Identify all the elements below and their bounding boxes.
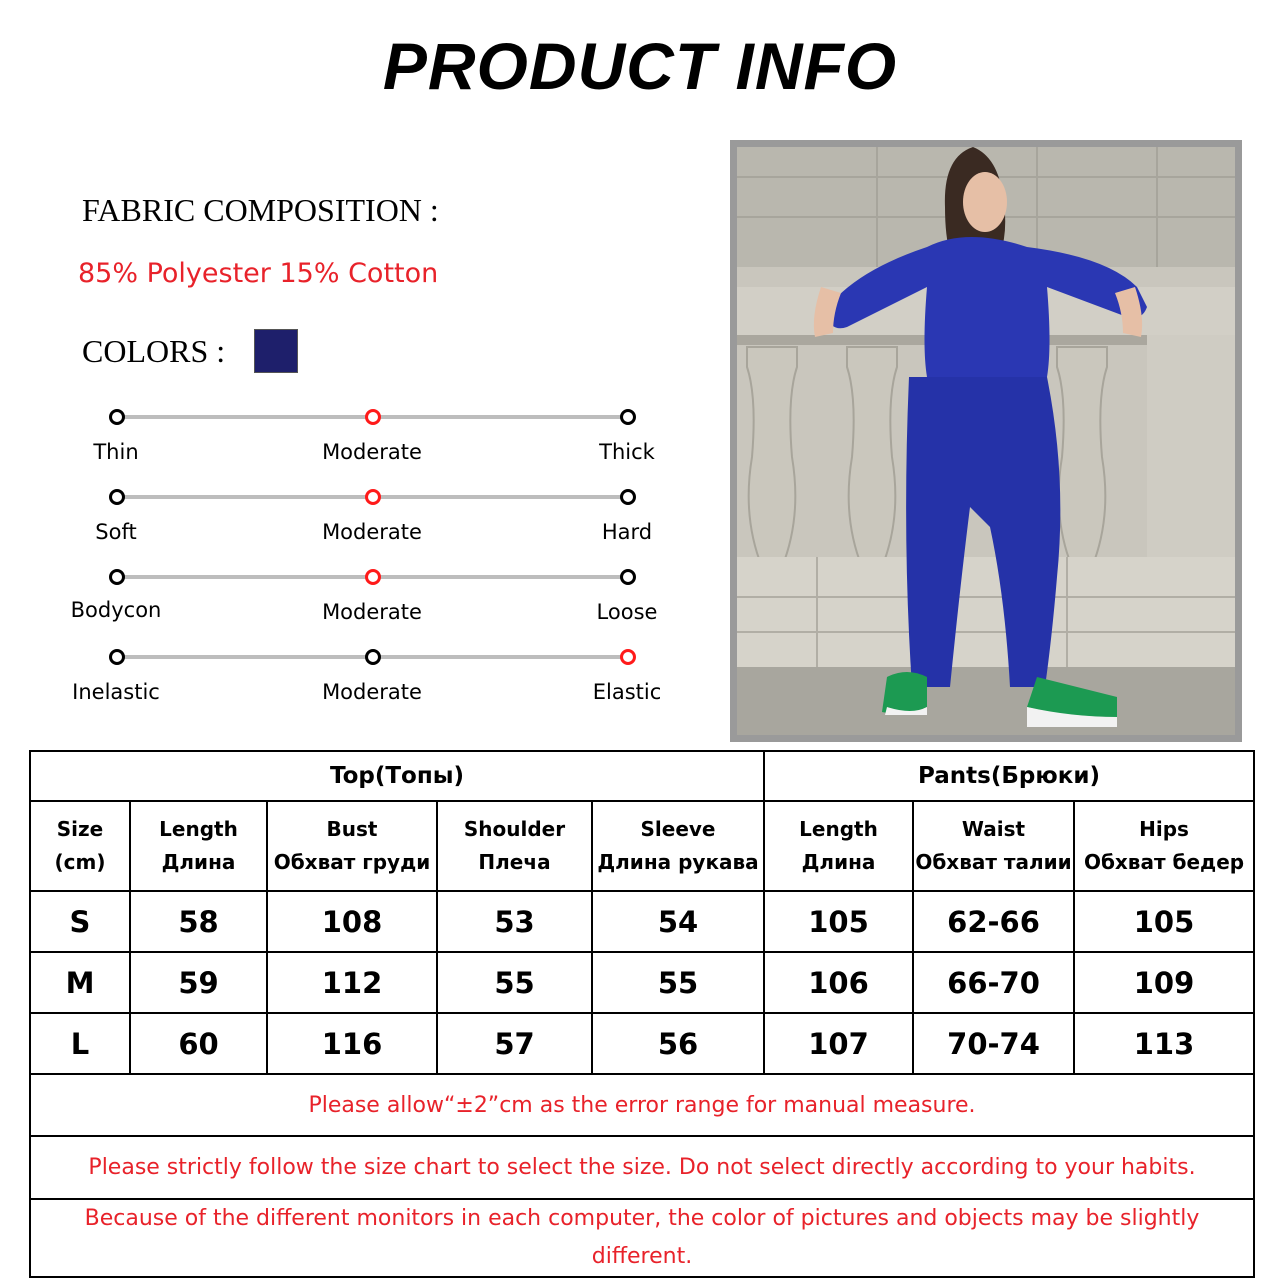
column-header-ru: Обхват бедер xyxy=(1083,850,1245,874)
note-row xyxy=(30,1136,1254,1199)
column-header-en: Waist xyxy=(961,817,1026,841)
scale-dot-right xyxy=(620,489,636,505)
table-cell: 53 xyxy=(437,891,592,952)
scale-dot-left xyxy=(109,409,125,425)
fabric-composition-label: FABRIC COMPOSITION : xyxy=(82,192,439,228)
scale-dot-left xyxy=(109,489,125,505)
column-header-waist xyxy=(913,801,1074,891)
table-cell: 56 xyxy=(592,1013,764,1074)
scale-dot-right xyxy=(620,409,636,425)
scale-label-left: Inelastic xyxy=(72,680,160,704)
note-follow-size-chart: Please strictly follow the size chart to select the size. Do not select directly according to your habits. xyxy=(30,1136,1254,1199)
thickness-scale xyxy=(60,418,690,488)
fabric-composition-value: 85% Polyester 15% Cotton xyxy=(78,258,439,289)
table-cell: 55 xyxy=(437,952,592,1013)
table-row-s xyxy=(30,891,1254,952)
elasticity-scale xyxy=(60,658,690,728)
table-cell: L xyxy=(30,1013,130,1074)
column-header-pants-length xyxy=(764,801,913,891)
column-header-en: Bust xyxy=(326,817,378,841)
table-cell: 107 xyxy=(764,1013,913,1074)
column-header-en: Hips xyxy=(1139,817,1189,841)
table-cell: 116 xyxy=(267,1013,437,1074)
scale-dot-right xyxy=(620,649,636,665)
table-cell: 54 xyxy=(592,891,764,952)
column-header-shoulder xyxy=(437,801,592,891)
column-header-size xyxy=(30,801,130,891)
scale-label-left: Bodycon xyxy=(70,598,162,622)
note-measurement-error: Please allow“±2”cm as the error range for manual measure. xyxy=(30,1074,1254,1136)
column-header-ru: Длина xyxy=(161,850,236,874)
scale-label-middle: Moderate xyxy=(322,680,422,704)
column-header-en: Sleeve xyxy=(640,817,716,841)
scale-label-middle: Moderate xyxy=(322,440,422,464)
table-cell: 106 xyxy=(764,952,913,1013)
table-cell: 105 xyxy=(764,891,913,952)
page-title: PRODUCT INFO xyxy=(382,29,898,103)
scale-dot-left xyxy=(109,569,125,585)
table-cell: 62-66 xyxy=(913,891,1074,952)
table-cell: S xyxy=(30,891,130,952)
scale-dot-middle xyxy=(365,489,381,505)
table-cell: 105 xyxy=(1074,891,1254,952)
column-header-en: Shoulder xyxy=(463,817,566,841)
model-photo xyxy=(730,140,1242,742)
softness-scale xyxy=(60,498,690,568)
table-cell: 59 xyxy=(130,952,267,1013)
scale-dot-middle xyxy=(365,649,381,665)
table-cell: 113 xyxy=(1074,1013,1254,1074)
table-row-m xyxy=(30,952,1254,1013)
note-monitor-color: Because of the different monitors in each computer, the color of pictures and objects may be slightly different. xyxy=(30,1199,1254,1277)
scale-dot-right xyxy=(620,569,636,585)
pants-group-header: Pants(Брюки) xyxy=(764,751,1254,801)
column-header-ru: Длина xyxy=(801,850,876,874)
column-header-hips xyxy=(1074,801,1254,891)
colors-label: COLORS : xyxy=(82,333,226,369)
table-cell: 60 xyxy=(130,1013,267,1074)
scale-dot-left xyxy=(109,649,125,665)
column-header-en: Size xyxy=(56,817,104,841)
column-header-ru: Обхват груди xyxy=(273,850,431,874)
column-header-sleeve xyxy=(592,801,764,891)
scale-label-right: Loose xyxy=(596,600,658,624)
column-header-row xyxy=(30,801,1254,891)
scale-dot-middle xyxy=(365,409,381,425)
scale-label-middle: Moderate xyxy=(322,520,422,544)
column-header-bust xyxy=(267,801,437,891)
column-header-en: Length xyxy=(799,817,878,841)
scale-label-right: Elastic xyxy=(592,680,662,704)
column-header-ru: Обхват талии xyxy=(915,850,1072,874)
scale-label-left: Thin xyxy=(93,440,139,464)
size-chart xyxy=(29,750,1255,1278)
table-cell: 109 xyxy=(1074,952,1254,1013)
column-header-ru: (cm) xyxy=(54,850,106,874)
table-cell: 70-74 xyxy=(913,1013,1074,1074)
note-row xyxy=(30,1199,1254,1277)
table-row-l xyxy=(30,1013,1254,1074)
table-cell: 66-70 xyxy=(913,952,1074,1013)
scale-label-right: Hard xyxy=(601,520,653,544)
scale-label-left: Soft xyxy=(95,520,137,544)
column-header-en: Length xyxy=(159,817,238,841)
table-cell: 58 xyxy=(130,891,267,952)
table-cell: 108 xyxy=(267,891,437,952)
scale-label-middle: Moderate xyxy=(322,600,422,624)
top-group-header: Top(Топы) xyxy=(30,751,764,801)
column-header-ru: Длина рукава xyxy=(597,850,759,874)
fit-scale xyxy=(60,578,690,648)
group-header-row xyxy=(30,751,1254,801)
table-cell: 112 xyxy=(267,952,437,1013)
table-cell: M xyxy=(30,952,130,1013)
model-photo-illustration xyxy=(737,147,1235,735)
color-swatch-navy[interactable] xyxy=(254,329,298,373)
column-header-top-length xyxy=(130,801,267,891)
scale-label-right: Thick xyxy=(599,440,655,464)
column-header-ru: Плеча xyxy=(478,850,551,874)
note-row xyxy=(30,1074,1254,1136)
scale-dot-middle xyxy=(365,569,381,585)
table-cell: 57 xyxy=(437,1013,592,1074)
table-cell: 55 xyxy=(592,952,764,1013)
